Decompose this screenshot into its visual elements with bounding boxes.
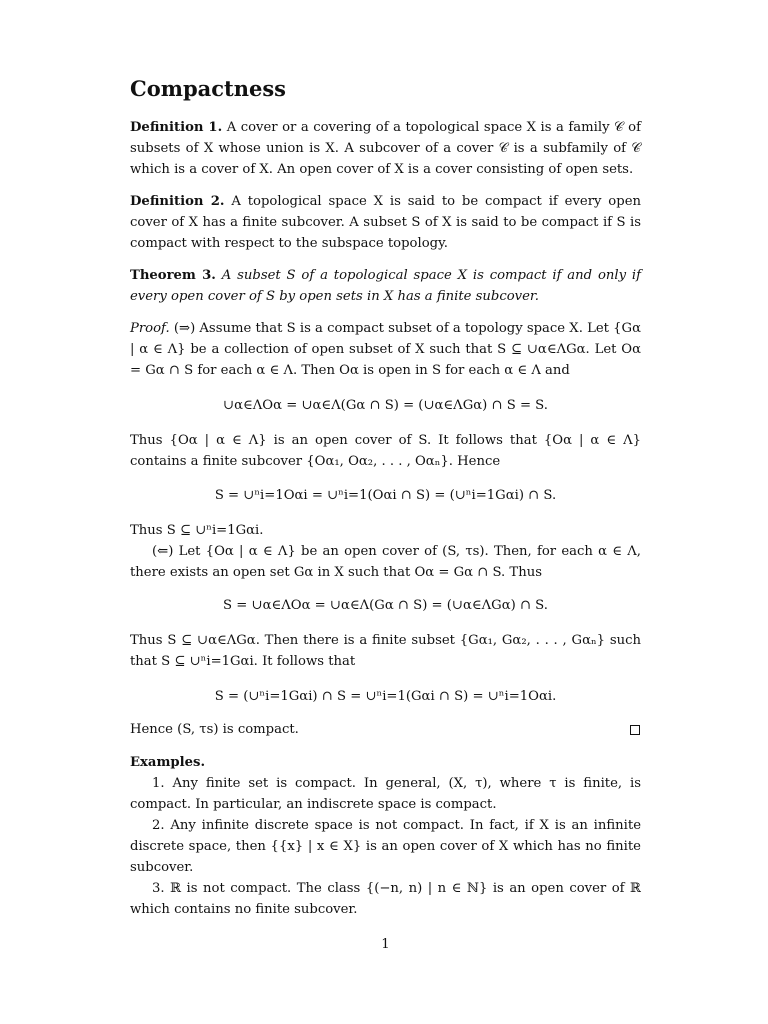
- definition-2-text: A topological space X is said to be compact if every open cover of X has a finite subcover. A subset S of X is said to be compact if S is compact with respect to the subspace topology.: [130, 194, 641, 251]
- proof-paragraph-6: Hence (S, τs) is compact.: [130, 722, 299, 737]
- proof-label: Proof.: [130, 321, 170, 336]
- definition-1-text: A cover or a covering of a topological space X is a family 𝒞 of subsets of X whose union is X. A subcover of a cover 𝒞 is a subfamily of 𝒞 which is a cover of X. An open cover of X is a cover consisting of open sets.: [130, 120, 641, 177]
- qed-square-icon: [630, 725, 640, 735]
- definition-2-label: Definition 2.: [130, 194, 225, 209]
- proof-paragraph-5: Thus S ⊆ ∪α∈ΛGα. Then there is a finite subset {Gα₁, Gα₂, . . . , Gαₙ} such that S ⊆ ∪ⁿi=1Gαi. It follows that: [130, 633, 641, 669]
- definition-1-label: Definition 1.: [130, 120, 223, 135]
- equation-2: S = ∪ⁿi=1Oαi = ∪ⁿi=1(Oαi ∩ S) = (∪ⁿi=1Gαi) ∩ S.: [214, 488, 557, 503]
- proof-text-1: (⇒) Assume that S is a compact subset of a topology space X. Let {Gα | α ∈ Λ} be a collection of open subset of X such that S ⊆ ∪α∈ΛGα. Let Oα = Gα ∩ S for each α ∈ Λ. Then Oα is open in S for each α ∈ Λ and: [130, 321, 641, 378]
- theorem-3: [130, 265, 641, 307]
- example-3: 3. ℝ is not compact. The class {(−n, n) | n ∈ ℕ} is an open cover of ℝ which contains no finite subcover.: [130, 881, 641, 917]
- examples-heading: [130, 752, 641, 773]
- page-number: 1: [381, 937, 390, 952]
- equation-1: ∪α∈ΛOα = ∪α∈Λ(Gα ∩ S) = (∪α∈ΛGα) ∩ S = S.: [223, 398, 548, 413]
- example-1: 1. Any finite set is compact. In general, (X, τ), where τ is finite, is compact. In particular, an indiscrete space is compact.: [130, 776, 641, 812]
- proof-paragraph-4: (⇐) Let {Oα | α ∈ Λ} be an open cover of (S, τs). Then, for each α ∈ Λ, there exists an open set Gα in X such that Oα = Gα ∩ S. Thus: [130, 544, 641, 580]
- proof-paragraph-3: Thus S ⊆ ∪ⁿi=1Gαi.: [130, 523, 264, 538]
- examples-label: Examples.: [130, 755, 206, 770]
- theorem-3-text: A subset S of a topological space X is compact if and only if every open cover of S by open sets in X has a finite subcover.: [130, 268, 641, 304]
- definition-2: [130, 191, 641, 254]
- page-title: Compactness: [130, 76, 286, 101]
- example-2: 2. Any infinite discrete space is not compact. In fact, if X is an infinite discrete space, then {{x} | x ∈ X} is an open cover of X which has no finite subcover.: [130, 818, 641, 875]
- proof-paragraph-2: Thus {Oα | α ∈ Λ} is an open cover of S. It follows that {Oα | α ∈ Λ} contains a finite subcover {Oα₁, Oα₂, . . . , Oαₙ}. Hence: [130, 433, 641, 469]
- theorem-3-label: Theorem 3.: [130, 268, 216, 283]
- proof-paragraph-1: [130, 318, 641, 381]
- equation-3: S = ∪α∈ΛOα = ∪α∈Λ(Gα ∩ S) = (∪α∈ΛGα) ∩ S.: [223, 598, 548, 613]
- definition-1: [130, 117, 641, 180]
- equation-4: S = (∪ⁿi=1Gαi) ∩ S = ∪ⁿi=1(Gαi ∩ S) = ∪ⁿi=1Oαi.: [214, 689, 557, 704]
